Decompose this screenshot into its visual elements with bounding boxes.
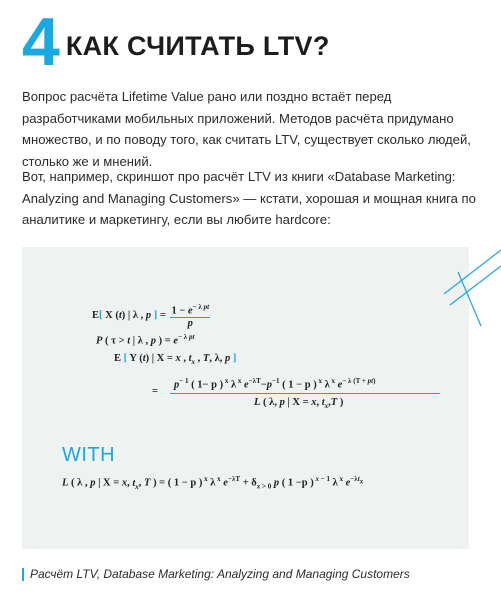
section-title: КАК СЧИТАТЬ LTV? xyxy=(65,30,330,61)
with-label: WITH xyxy=(62,444,116,466)
section-number: 4 xyxy=(22,4,58,80)
book-paragraph: Вот, например, скриншот про расчёт LTV из книги «Database Marketing: Analyzing and Managing Customers» — кстати, хорошая и мощная книга по аналитике и маркетингу, если вы любите hardcore: xyxy=(22,169,476,227)
figure-caption xyxy=(22,567,410,581)
formula-likelihood: L ( λ , p | X = x, $t_x$, T ) = ( 1 − p ) $^x$ λ $^x$ $e^{-\lambda T} + \delta_{x > 0}$ p ( 1 −p ) $^{x - 1}$ λ $^x$ $e^{-\lambda t_x}$ xyxy=(62,475,364,491)
section-heading xyxy=(22,4,330,80)
formula-probability: P ( τ > t | λ , p ) = $e^{- \lambda pt}$ xyxy=(96,333,195,347)
formula-expected-y: E [ Y (t) | X = x , $t_x$ , T, λ, p ] xyxy=(114,353,237,367)
caption-text: Расчёт LTV, Database Marketing: Analyzing and Managing Customers xyxy=(30,567,410,581)
formula-denominator: L ( λ, p | X = x, $t_x,T$ ) xyxy=(254,397,344,411)
formula-numerator: $p^{- 1}$ ( 1− p ) $^x$ λ $^x$ $e^{-\lambda T}-p^{-1}$ ( 1 − p ) $^x$ λ $^x$ $e^{- \lambda (T + pt)}$ xyxy=(174,377,376,391)
caption-bar xyxy=(22,568,24,581)
fraction-line xyxy=(170,393,440,394)
formula-figure xyxy=(22,247,469,549)
intro-paragraph: Вопрос расчёта Lifetime Value рано или поздно встаёт перед разработчиками мобильных приложений. Методов расчёта придумано множество, и по поводу того, как считать LTV, существует сколько людей, столько же и мнений. xyxy=(22,89,471,169)
formula-equals: = xyxy=(152,386,158,397)
decorative-lines xyxy=(436,242,501,327)
formula-expected-x: E[ X (t) | λ , p ] = $\frac{1 - e^{- \lambda pt}}{p}$ xyxy=(92,303,210,329)
